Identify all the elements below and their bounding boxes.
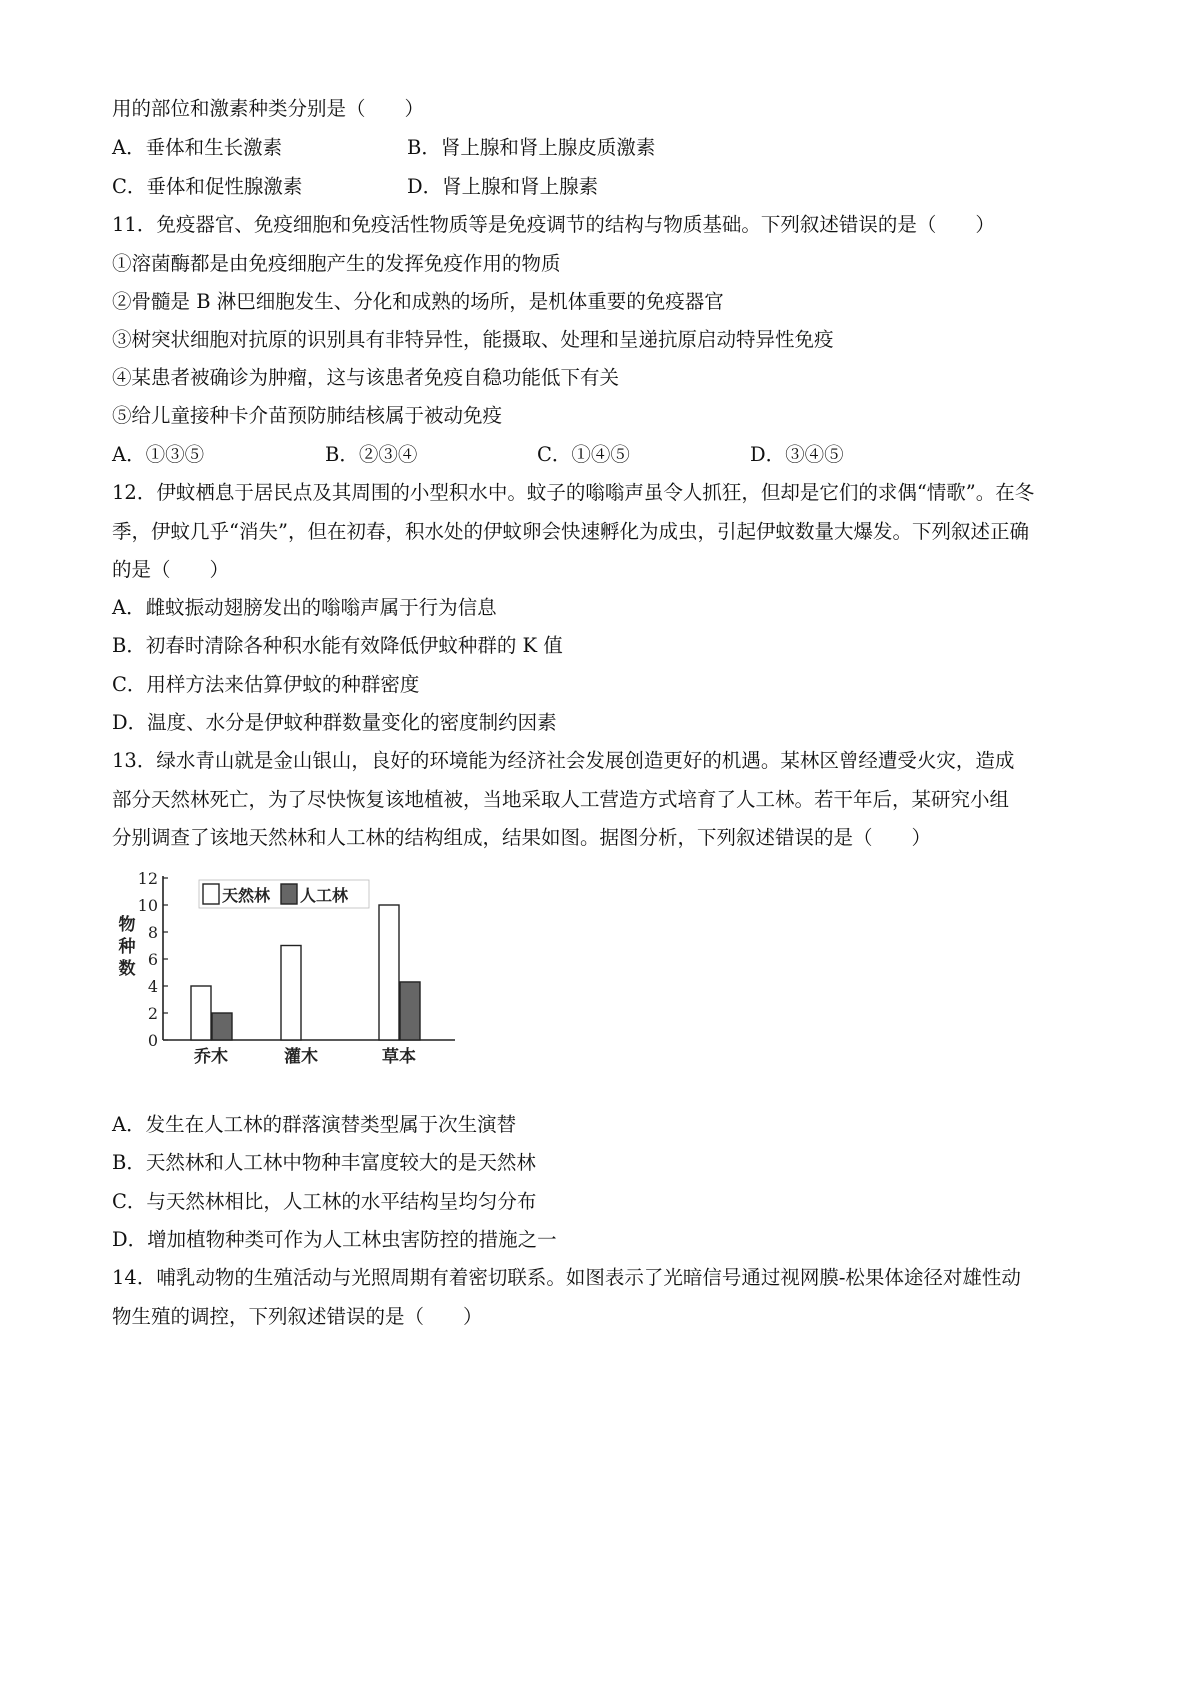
q11-statement-4: ④某患者被确诊为肿瘤，这与该患者免疫自稳功能低下有关 [112, 366, 620, 389]
q13-stem-line-1: 13．绿水青山就是金山银山，良好的环境能为经济社会发展创造更好的机遇。某林区曾经遭受火灾，造成 [112, 749, 1015, 772]
q11-option-a: A．①③⑤ [112, 443, 205, 466]
y-axis-label-char: 物 [118, 915, 136, 935]
y-tick-label: 2 [147, 1004, 158, 1023]
q11-statement-1: ①溶菌酶都是由免疫细胞产生的发挥免疫作用的物质 [112, 252, 561, 275]
q12-stem-line-3: 的是（ ） [112, 558, 230, 581]
q13-stem-line-2: 部分天然林死亡，为了尽快恢复该地植被，当地采取人工营造方式培育了人工林。若干年后，某研究小组 [112, 788, 1010, 811]
q10-option-a: A．垂体和生长激素 [112, 136, 283, 159]
x-tick-label: 灌木 [284, 1047, 318, 1067]
bar-natural-1 [281, 946, 301, 1041]
q12-option-d: D．温度、水分是伊蚊种群数量变化的密度制约因素 [112, 711, 557, 734]
y-tick-label: 4 [147, 977, 158, 996]
y-tick-label: 8 [147, 923, 158, 942]
species-bar-chart [115, 868, 475, 1083]
bar-planted-0 [212, 1013, 232, 1040]
y-axis-label-char: 种 [118, 937, 136, 957]
q12-option-a: A．雌蚊振动翅膀发出的嗡嗡声属于行为信息 [112, 596, 497, 619]
legend-swatch [203, 884, 219, 904]
q10-stem-tail: 用的部位和激素种类分别是（ ） [112, 97, 425, 120]
q13-stem-line-3: 分别调查了该地天然林和人工林的结构组成，结果如图。据图分析，下列叙述错误的是（ ） [112, 826, 932, 849]
q13-option-a: A．发生在人工林的群落演替类型属于次生演替 [112, 1113, 517, 1136]
q12-stem-line-2: 季，伊蚊几乎“消失”，但在初春，积水处的伊蚊卵会快速孵化为成虫，引起伊蚊数量大爆发。下列叙述正确 [112, 520, 1029, 543]
q13-option-d: D．增加植物种类可作为人工林虫害防控的措施之一 [112, 1228, 557, 1251]
bar-natural-2 [379, 905, 399, 1040]
y-tick-label: 10 [137, 896, 158, 915]
q11-statement-3: ③树突状细胞对抗原的识别具有非特异性，能摄取、处理和呈递抗原启动特异性免疫 [112, 328, 834, 351]
q14-stem-line-2: 物生殖的调控，下列叙述错误的是（ ） [112, 1305, 483, 1328]
bar-natural-0 [191, 986, 211, 1040]
q13-option-c: C．与天然林相比，人工林的水平结构呈均匀分布 [112, 1190, 537, 1213]
bar-planted-2 [400, 982, 420, 1040]
legend-swatch [281, 884, 297, 904]
legend-label: 天然林 [222, 886, 271, 905]
q11-stem: 11．免疫器官、免疫细胞和免疫活性物质等是免疫调节的结构与物质基础。下列叙述错误的是（ ） [112, 213, 995, 236]
x-tick-label: 草本 [382, 1047, 416, 1067]
chart-svg [115, 868, 475, 1078]
y-tick-label: 6 [147, 950, 158, 969]
q12-option-b: B．初春时清除各种积水能有效降低伊蚊种群的 K 值 [112, 634, 563, 657]
x-tick-label: 乔木 [194, 1047, 228, 1067]
q11-option-c: C．①④⑤ [537, 443, 630, 466]
q11-statement-2: ②骨髓是 B 淋巴细胞发生、分化和成熟的场所，是机体重要的免疫器官 [112, 290, 724, 313]
q11-option-d: D．③④⑤ [750, 443, 844, 466]
q11-option-b: B．②③④ [325, 443, 418, 466]
q13-option-b: B．天然林和人工林中物种丰富度较大的是天然林 [112, 1151, 536, 1174]
q12-option-c: C．用样方法来估算伊蚊的种群密度 [112, 673, 420, 696]
y-axis-label-char: 数 [118, 959, 136, 979]
q10-option-b: B．肾上腺和肾上腺皮质激素 [407, 136, 656, 159]
q10-option-c: C．垂体和促性腺激素 [112, 175, 303, 198]
legend-label: 人工林 [300, 886, 349, 905]
q14-stem-line-1: 14．哺乳动物的生殖活动与光照周期有着密切联系。如图表示了光暗信号通过视网膜-松果体途径对雄性动 [112, 1266, 1021, 1289]
q10-option-d: D．肾上腺和肾上腺素 [407, 175, 599, 198]
y-tick-label: 0 [147, 1031, 158, 1050]
y-tick-label: 12 [137, 869, 158, 888]
q11-statement-5: ⑤给儿童接种卡介苗预防肺结核属于被动免疫 [112, 404, 503, 427]
q12-stem-line-1: 12．伊蚊栖息于居民点及其周围的小型积水中。蚊子的嗡嗡声虽令人抓狂，但却是它们的求偶“情歌”。在冬 [112, 481, 1035, 504]
